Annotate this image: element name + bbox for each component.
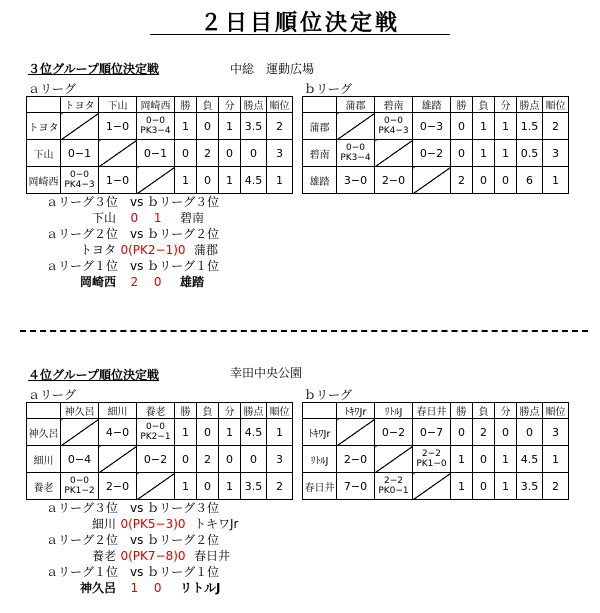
stat-cell: 0	[451, 140, 473, 167]
table-row	[27, 167, 293, 194]
venue-3rd-group: 中総 運動広場	[230, 62, 315, 76]
result-team-a: 細川	[91, 517, 116, 531]
page-title: ２日目順位決定戦	[199, 11, 400, 36]
stat-cell: 0	[197, 113, 219, 140]
result-score: 2 0	[130, 275, 162, 289]
result-team-b: 碧南	[180, 211, 205, 225]
stat-cell: 0	[451, 419, 473, 446]
table-header-row	[303, 97, 569, 113]
section-heading-4th-group: ４位グループ順位決定戦	[28, 368, 160, 382]
stat-cell: 1	[495, 140, 517, 167]
match-score: 3−0	[337, 167, 375, 194]
row-team-name: ﾄｷﾜJr	[303, 419, 337, 446]
column-header: 分	[219, 403, 241, 419]
row-team-name: 細川	[27, 446, 61, 473]
result-score: 0 1	[130, 211, 162, 225]
match-score: 4−0	[99, 419, 137, 446]
match-score: 7−0	[337, 473, 375, 500]
stat-cell: 1	[267, 419, 293, 446]
stat-cell: 0	[473, 446, 495, 473]
table-row	[27, 140, 293, 167]
result-team-a: トヨタ	[79, 243, 116, 257]
result-line	[46, 210, 219, 226]
stat-cell: 2	[197, 446, 219, 473]
row-team-name: 神久呂	[27, 419, 61, 446]
diagonal-cell	[137, 167, 175, 194]
stat-cell: 1	[175, 167, 197, 194]
stat-cell: 2	[267, 113, 293, 140]
stat-cell: 0	[219, 446, 241, 473]
column-header: 蒲郡	[337, 97, 375, 113]
section-divider	[20, 330, 588, 332]
stat-cell: 0	[517, 419, 543, 446]
column-header: 勝	[175, 97, 197, 113]
match-score: 0−7	[413, 419, 451, 446]
result-team-b: 春日井	[194, 549, 231, 563]
stat-cell: 2	[267, 473, 293, 500]
stat-cell: 0	[473, 167, 495, 194]
result-team-b: トキワJr	[194, 517, 239, 531]
title-underline	[150, 34, 450, 35]
stat-cell: 6	[517, 167, 543, 194]
match-score: 0−3	[413, 113, 451, 140]
standings-table-a-3rd	[26, 96, 293, 194]
stat-cell: 1	[175, 473, 197, 500]
column-header: 負	[473, 97, 495, 113]
stat-cell: 1	[543, 446, 569, 473]
match-score: 0−1	[137, 140, 175, 167]
stat-cell: 1.5	[517, 113, 543, 140]
row-team-name: ﾘﾄﾙJ	[303, 446, 337, 473]
result-score: 0(PK5−3)0	[120, 517, 186, 531]
row-team-name: 岡崎西	[27, 167, 61, 194]
stat-cell: 3	[267, 446, 293, 473]
table-row	[27, 473, 293, 500]
diagonal-cell	[375, 446, 413, 473]
result-line	[46, 516, 238, 532]
standings-table-b-4th	[302, 402, 569, 500]
row-team-name: トヨタ	[27, 113, 61, 140]
diagonal-cell	[99, 446, 137, 473]
result-matchup: ａリーグ３位 vs ｂリーグ３位	[46, 195, 220, 209]
table-row	[27, 419, 293, 446]
table-row	[303, 446, 569, 473]
column-header: 神久呂	[61, 403, 99, 419]
stat-cell: 1	[495, 446, 517, 473]
match-score-pk: 2−2 PK1−0	[413, 446, 451, 473]
stat-cell: 0	[197, 167, 219, 194]
column-header: 順位	[267, 97, 293, 113]
column-header: 負	[473, 403, 495, 419]
header-corner	[27, 97, 61, 113]
result-line	[46, 274, 219, 290]
stat-cell: 0	[197, 419, 219, 446]
stat-cell: 0.5	[517, 140, 543, 167]
column-header: 勝	[451, 97, 473, 113]
table-row	[27, 446, 293, 473]
column-header: 岡崎西	[137, 97, 175, 113]
result-team-b: リトルJ	[180, 581, 221, 595]
header-corner	[303, 97, 337, 113]
header-corner	[27, 403, 61, 419]
result-score: 0(PK2−1)0	[120, 243, 186, 257]
stat-cell: 4.5	[241, 419, 267, 446]
column-header: 雄踏	[413, 97, 451, 113]
row-team-name: 蒲郡	[303, 113, 337, 140]
match-score: 1−0	[99, 113, 137, 140]
stat-cell: 4.5	[517, 446, 543, 473]
stat-cell: 0	[451, 113, 473, 140]
standings-table-b-3rd	[302, 96, 569, 194]
result-team-b: 蒲郡	[194, 243, 219, 257]
match-score: 2−0	[375, 167, 413, 194]
diagonal-cell	[337, 419, 375, 446]
stat-cell: 1	[219, 167, 241, 194]
stat-cell: 3	[543, 419, 569, 446]
column-header: 勝	[175, 403, 197, 419]
stat-cell: 2	[473, 419, 495, 446]
stat-cell: 2	[451, 167, 473, 194]
league-label-a-3rd: ａリーグ	[28, 82, 77, 96]
stat-cell: 4.5	[241, 167, 267, 194]
stat-cell: 1	[175, 113, 197, 140]
table-row	[303, 167, 569, 194]
result-team-a: 養老	[91, 549, 116, 563]
result-team-a: 下山	[91, 211, 116, 225]
match-score-pk: 0−0 PK4−3	[61, 167, 99, 194]
stat-cell: 1	[451, 446, 473, 473]
result-matchup: ａリーグ２位 vs ｂリーグ２位	[46, 227, 220, 241]
table-row	[303, 113, 569, 140]
match-score: 0−2	[413, 140, 451, 167]
column-header: 養老	[137, 403, 175, 419]
match-score-pk: 0−0 PK1−2	[61, 473, 99, 500]
column-header: 分	[495, 97, 517, 113]
stat-cell: 1	[175, 419, 197, 446]
stat-cell: 3.5	[241, 113, 267, 140]
row-team-name: 養老	[27, 473, 61, 500]
diagonal-cell	[61, 419, 99, 446]
row-team-name: 雄踏	[303, 167, 337, 194]
column-header: 細川	[99, 403, 137, 419]
stat-cell: 1	[473, 113, 495, 140]
table-row	[303, 419, 569, 446]
stat-cell: 1	[543, 167, 569, 194]
match-score-pk: 0−0 PK2−1	[137, 419, 175, 446]
stat-cell: 0	[241, 140, 267, 167]
diagonal-cell	[137, 473, 175, 500]
league-label-b-3rd: ｂリーグ	[304, 82, 353, 96]
stat-cell: 1	[495, 473, 517, 500]
diagonal-cell	[61, 113, 99, 140]
stat-cell: 1	[495, 113, 517, 140]
result-matchup: ａリーグ１位 vs ｂリーグ１位	[46, 565, 220, 579]
stat-cell: 1	[219, 419, 241, 446]
table-row	[27, 113, 293, 140]
result-team-a: 神久呂	[79, 581, 116, 595]
match-score-pk: 0−0 PK4−3	[375, 113, 413, 140]
column-header: 下山	[99, 97, 137, 113]
column-header: 春日井	[413, 403, 451, 419]
stat-cell: 0	[175, 140, 197, 167]
column-header: 分	[219, 97, 241, 113]
result-matchup: ａリーグ３位 vs ｂリーグ３位	[46, 501, 220, 515]
result-score: 1 0	[130, 581, 162, 595]
results-4th-group	[46, 500, 238, 596]
header-corner	[303, 403, 337, 419]
row-team-name: 春日井	[303, 473, 337, 500]
result-line	[46, 242, 219, 258]
table-header-row	[303, 403, 569, 419]
diagonal-cell	[413, 473, 451, 500]
column-header: 勝点	[517, 403, 543, 419]
stat-cell: 3.5	[517, 473, 543, 500]
stat-cell: 0	[495, 167, 517, 194]
stat-cell: 0	[241, 446, 267, 473]
result-team-a: 岡崎西	[79, 275, 116, 289]
stat-cell: 2	[543, 113, 569, 140]
diagonal-cell	[337, 113, 375, 140]
stat-cell: 1	[451, 473, 473, 500]
stat-cell: 2	[543, 473, 569, 500]
match-score: 1−0	[99, 167, 137, 194]
column-header: 勝点	[241, 403, 267, 419]
table-row	[303, 473, 569, 500]
column-header: 負	[197, 403, 219, 419]
section-heading-3rd-group: ３位グループ順位決定戦	[28, 62, 160, 76]
league-label-b-4th: ｂリーグ	[304, 388, 353, 402]
match-score: 0−2	[137, 446, 175, 473]
league-label-a-4th: ａリーグ	[28, 388, 77, 402]
stat-cell: 0	[495, 419, 517, 446]
stat-cell: 0	[175, 446, 197, 473]
column-header: 順位	[543, 403, 569, 419]
stat-cell: 0	[197, 473, 219, 500]
standings-table-a-4th	[26, 402, 293, 500]
table-header-row	[27, 97, 293, 113]
row-team-name: 碧南	[303, 140, 337, 167]
stat-cell: 0	[473, 473, 495, 500]
match-score: 2−0	[337, 446, 375, 473]
column-header: 勝点	[241, 97, 267, 113]
column-header: 碧南	[375, 97, 413, 113]
stat-cell: 1	[473, 140, 495, 167]
column-header: 順位	[267, 403, 293, 419]
row-team-name: 下山	[27, 140, 61, 167]
result-matchup: ａリーグ１位 vs ｂリーグ１位	[46, 259, 220, 273]
results-3rd-group	[46, 194, 219, 290]
match-score: 2−0	[99, 473, 137, 500]
table-row	[303, 140, 569, 167]
diagonal-cell	[99, 140, 137, 167]
table-header-row	[27, 403, 293, 419]
venue-4th-group: 幸田中央公園	[230, 366, 303, 380]
result-line	[46, 548, 238, 564]
column-header: トヨタ	[61, 97, 99, 113]
column-header: ﾘﾄﾙJ	[375, 403, 413, 419]
result-matchup: ａリーグ２位 vs ｂリーグ２位	[46, 533, 220, 547]
stat-cell: 3.5	[241, 473, 267, 500]
column-header: ﾄｷﾜJr	[337, 403, 375, 419]
match-score-pk: 2−2 PK0−1	[375, 473, 413, 500]
diagonal-cell	[413, 167, 451, 194]
column-header: 分	[495, 403, 517, 419]
diagonal-cell	[375, 140, 413, 167]
match-score-pk: 0−0 PK3−4	[337, 140, 375, 167]
result-score: 0(PK7−8)0	[120, 549, 186, 563]
stat-cell: 3	[267, 140, 293, 167]
match-score: 0−2	[375, 419, 413, 446]
stat-cell: 3	[543, 140, 569, 167]
stat-cell: 1	[267, 167, 293, 194]
stat-cell: 0	[219, 140, 241, 167]
match-score: 0−4	[61, 446, 99, 473]
column-header: 順位	[543, 97, 569, 113]
match-score-pk: 0−0 PK3−4	[137, 113, 175, 140]
column-header: 勝点	[517, 97, 543, 113]
stat-cell: 1	[219, 113, 241, 140]
stat-cell: 2	[197, 140, 219, 167]
result-team-b: 雄踏	[180, 275, 205, 289]
result-line	[46, 580, 238, 596]
stat-cell: 1	[219, 473, 241, 500]
column-header: 勝	[451, 403, 473, 419]
column-header: 負	[197, 97, 219, 113]
match-score: 0−1	[61, 140, 99, 167]
